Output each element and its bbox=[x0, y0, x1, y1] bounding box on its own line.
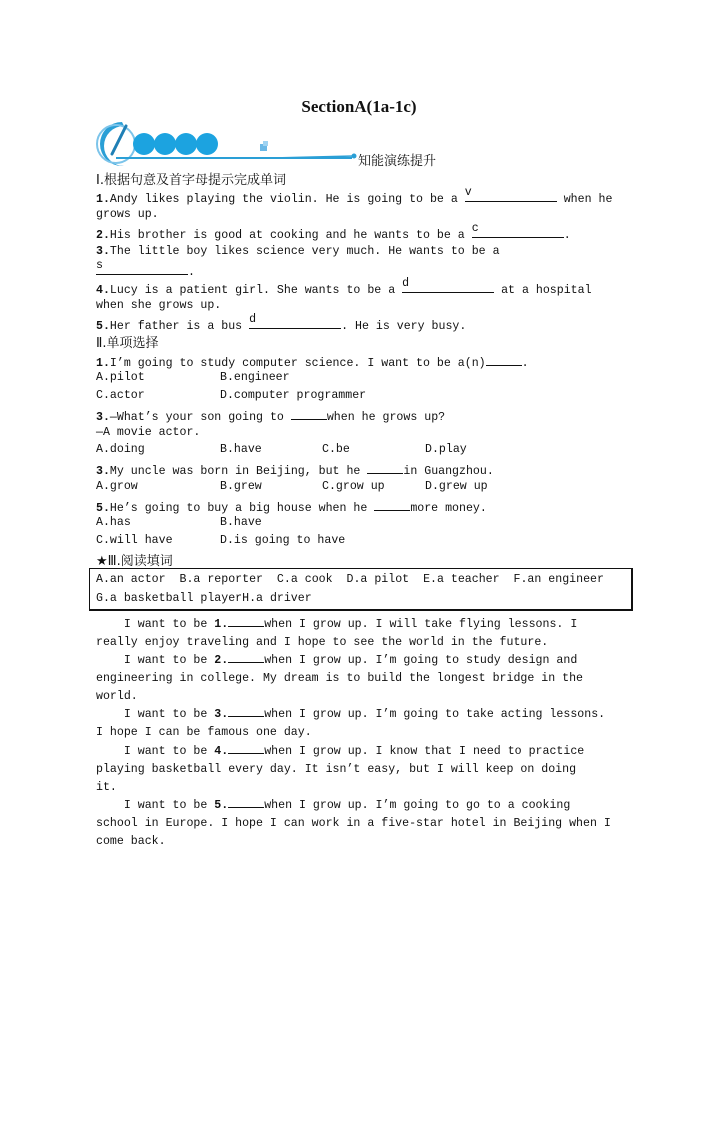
dot-icon bbox=[196, 133, 218, 155]
word-option: G.a basketball player bbox=[96, 592, 243, 605]
option-d[interactable]: D.play bbox=[425, 443, 467, 456]
word-option: H.a driver bbox=[242, 592, 312, 605]
option-d[interactable]: D.is going to have bbox=[220, 534, 346, 547]
word-option: E.a teacher bbox=[423, 573, 500, 586]
answer-blank[interactable]: d bbox=[249, 316, 341, 329]
option-a[interactable]: A.has bbox=[96, 516, 131, 529]
reading-paragraph-1: I want to be 1. when I grow up. I will take flying lessons. I really enjoy traveling and I hope to see the world in the future. bbox=[96, 614, 626, 652]
option-c[interactable]: C.actor bbox=[96, 389, 145, 402]
answer-blank[interactable] bbox=[367, 461, 403, 474]
question-2-2-answer: —A movie actor. bbox=[96, 426, 201, 439]
answer-blank[interactable]: v bbox=[465, 189, 557, 202]
answer-blank[interactable] bbox=[228, 795, 264, 808]
question-2-2: 3.—What’s your son going to when he grows up? bbox=[96, 407, 445, 426]
question-2-1: 1.I’m going to study computer science. I want to be a(n) . bbox=[96, 353, 529, 372]
answer-blank[interactable]: c bbox=[472, 225, 564, 238]
question-1-1: 1.Andy likes playing the violin. He is going to be a v when he bbox=[96, 186, 613, 206]
word-bank-box bbox=[89, 568, 633, 611]
word-option: A.an actor bbox=[96, 573, 166, 586]
reading-paragraph-5: I want to be 5. when I grow up. I’m going to go to a cooking school in Europe. I hope I can work in a five-star hotel in Beijing when I come back. bbox=[96, 795, 626, 851]
question-1-1-cont: grows up. bbox=[96, 208, 159, 221]
question-1-4: 4.Lucy is a patient girl. She wants to be a d at a hospital bbox=[96, 277, 592, 297]
option-a[interactable]: A.doing bbox=[96, 443, 145, 456]
question-1-3-cont: s . bbox=[96, 259, 195, 279]
option-b[interactable]: B.grew bbox=[220, 480, 262, 493]
option-d[interactable]: D.computer programmer bbox=[220, 389, 367, 402]
question-1-5: 5.Her father is a bus d . He is very busy. bbox=[96, 313, 467, 333]
answer-blank[interactable]: s bbox=[96, 262, 188, 275]
page-title: SectionA(1a-1c) bbox=[301, 97, 417, 116]
option-b[interactable]: B.have bbox=[220, 516, 262, 529]
option-b[interactable]: B.have bbox=[220, 443, 262, 456]
dot-icon bbox=[175, 133, 197, 155]
section-1-heading: Ⅰ.根据句意及首字母提示完成单词 bbox=[96, 173, 286, 188]
banner-label: 知能演练提升 bbox=[358, 154, 437, 169]
word-option: B.a reporter bbox=[179, 573, 263, 586]
reading-paragraph-3: I want to be 3. when I grow up. I’m going to take acting lessons. I hope I can be famous one day. bbox=[96, 704, 626, 742]
answer-blank[interactable] bbox=[291, 407, 327, 420]
answer-blank[interactable] bbox=[228, 614, 264, 627]
question-1-3: 3.The little boy likes science very much. He wants to be a bbox=[96, 245, 500, 258]
option-c[interactable]: C.grow up bbox=[322, 480, 385, 493]
word-option: C.a cook bbox=[276, 573, 333, 586]
section-3-heading: ★Ⅲ.阅读填词 bbox=[96, 554, 173, 569]
answer-blank[interactable] bbox=[486, 353, 522, 366]
answer-blank[interactable] bbox=[228, 741, 264, 754]
option-a[interactable]: A.pilot bbox=[96, 371, 145, 384]
answer-blank[interactable]: d bbox=[402, 280, 494, 293]
question-1-4-cont: when she grows up. bbox=[96, 299, 222, 312]
dot-icon bbox=[154, 133, 176, 155]
question-2-4: 5.He’s going to buy a big house when he more money. bbox=[96, 498, 487, 517]
word-option: D.a pilot bbox=[346, 573, 410, 586]
word-bank-row-1 bbox=[96, 573, 604, 586]
option-a[interactable]: A.grow bbox=[96, 480, 138, 493]
option-d[interactable]: D.grew up bbox=[425, 480, 488, 493]
pen-icon bbox=[112, 126, 126, 154]
section-2-heading: Ⅱ.单项选择 bbox=[96, 336, 159, 351]
option-c[interactable]: C.be bbox=[322, 443, 350, 456]
question-1-2: 2.His brother is good at cooking and he wants to be a c . bbox=[96, 222, 571, 242]
word-option: F.an engineer bbox=[513, 573, 604, 586]
option-b[interactable]: B.engineer bbox=[220, 371, 290, 384]
answer-blank[interactable] bbox=[228, 650, 264, 663]
option-c[interactable]: C.will have bbox=[96, 534, 173, 547]
word-bank-row-2 bbox=[96, 592, 312, 605]
reading-paragraph-4: I want to be 4. when I grow up. I know that I need to practice playing basketball every day. It isn’t easy, but I will keep on doing it. bbox=[96, 741, 626, 797]
question-2-3: 3.My uncle was born in Beijing, but he in Guangzhou. bbox=[96, 461, 494, 480]
answer-blank[interactable] bbox=[228, 704, 264, 717]
reading-paragraph-2: I want to be 2. when I grow up. I’m going to study design and engineering in college. My dream is to build the longest bridge in the world. bbox=[96, 650, 626, 706]
answer-blank[interactable] bbox=[374, 498, 410, 511]
dot-icon bbox=[133, 133, 155, 155]
